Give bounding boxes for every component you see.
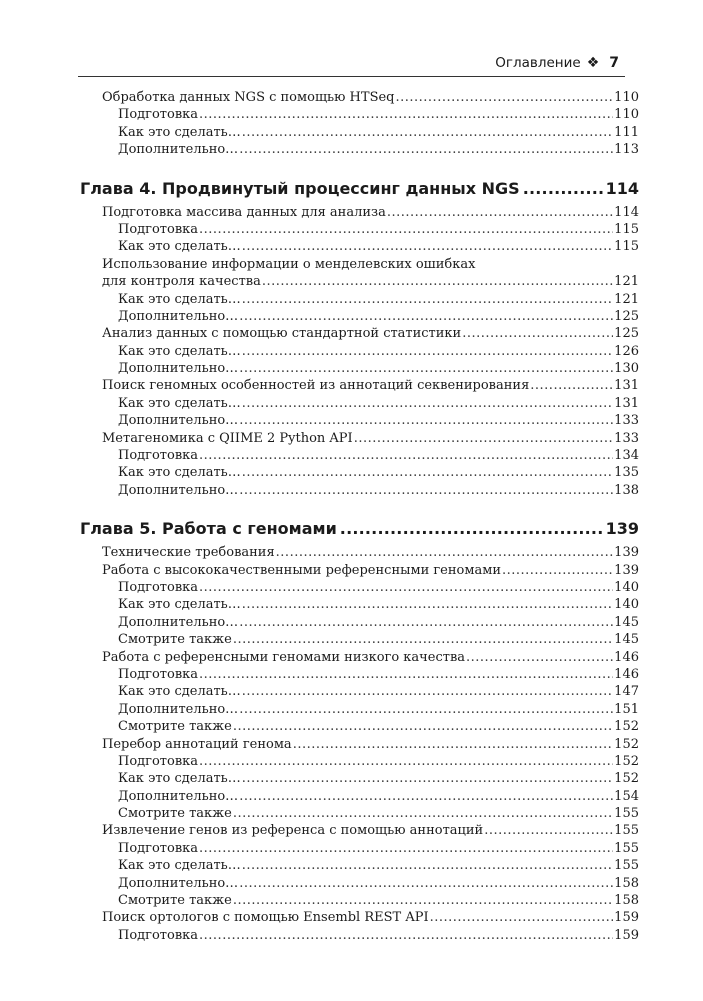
subsection-page-number: 158	[614, 875, 639, 891]
dot-leader	[293, 736, 613, 753]
section-title: Работа с референсными геномами низкого качества	[102, 649, 466, 665]
subsection-title: Как это сделать…	[118, 395, 241, 411]
toc-subsection-entry[interactable]	[80, 596, 639, 613]
toc-section-entry[interactable]	[80, 736, 639, 753]
subsection-title: Как это сделать…	[118, 239, 241, 255]
dot-leader	[239, 482, 613, 499]
toc-subsection-entry[interactable]	[80, 666, 639, 683]
subsection-page-number: 152	[614, 771, 639, 787]
subsection-title: Дополнительно…	[118, 614, 239, 630]
toc-subsection-entry[interactable]	[80, 770, 639, 787]
section-title: Анализ данных с помощью стандартной статистики	[102, 326, 462, 342]
toc-subsection-entry[interactable]	[80, 343, 639, 360]
subsection-page-number: 147	[614, 684, 639, 700]
toc-section-entry[interactable]	[80, 377, 639, 394]
toc-subsection-entry[interactable]	[80, 683, 639, 700]
section-page-number: 114	[614, 204, 639, 220]
subsection-title: Смотрите также	[118, 719, 232, 735]
subsection-title: Дополнительно…	[118, 413, 239, 429]
subsection-page-number: 151	[614, 701, 639, 717]
dot-leader	[239, 308, 613, 325]
dot-leader	[239, 614, 613, 631]
dot-leader	[242, 464, 613, 481]
subsection-title: Подготовка	[118, 840, 199, 856]
subsection-page-number: 131	[614, 395, 639, 411]
section-page-number: 152	[614, 736, 639, 752]
dot-leader	[242, 395, 613, 412]
subsection-title: Подготовка	[118, 221, 199, 237]
dot-leader	[530, 377, 613, 394]
dot-leader	[233, 892, 613, 909]
section-title: Технические требования	[102, 545, 275, 561]
subsection-title: Как это сделать…	[118, 771, 241, 787]
toc-subsection-entry[interactable]	[80, 718, 639, 735]
subsection-page-number: 155	[614, 806, 639, 822]
subsection-page-number: 146	[614, 666, 639, 682]
dot-leader	[242, 343, 613, 360]
section-page-number: 159	[614, 910, 639, 926]
subsection-page-number: 113	[614, 142, 639, 158]
dot-leader	[239, 875, 613, 892]
section-title: Поиск ортологов с помощью Ensembl REST API	[102, 910, 429, 926]
chapter-title: Глава 4. Продвинутый процессинг данных NGS	[80, 178, 520, 198]
dot-leader	[396, 89, 614, 106]
subsection-page-number: 138	[614, 482, 639, 498]
toc-subsection-entry[interactable]	[80, 701, 639, 718]
section-page-number: 121	[614, 274, 639, 290]
subsection-title: Дополнительно…	[118, 701, 239, 717]
dot-leader	[430, 909, 614, 926]
dot-leader	[199, 927, 613, 944]
subsection-page-number: 140	[614, 579, 639, 595]
section-page-number: 139	[614, 545, 639, 561]
toc-subsection-entry[interactable]	[80, 892, 639, 909]
toc-subsection-entry[interactable]	[80, 857, 639, 874]
section-title: Работа с высококачественными референсными геномами	[102, 562, 501, 578]
toc-subsection-entry[interactable]	[80, 141, 639, 158]
section-page-number: 146	[614, 649, 639, 665]
header-section-title: Оглавление	[495, 55, 581, 71]
subsection-page-number: 152	[614, 719, 639, 735]
subsection-title: Как это сделать…	[118, 597, 241, 613]
section-page-number: 139	[614, 562, 639, 578]
toc-subsection-entry[interactable]	[80, 221, 639, 238]
toc-subsection-entry[interactable]	[80, 447, 639, 464]
dot-leader	[276, 544, 614, 561]
subsection-page-number: 126	[614, 343, 639, 359]
toc-section-entry[interactable]	[80, 822, 639, 839]
subsection-title: Дополнительно…	[118, 308, 239, 324]
chapter-page-number: 114	[605, 178, 639, 198]
subsection-title: Дополнительно…	[118, 788, 239, 804]
subsection-title: Как это сделать…	[118, 465, 241, 481]
subsection-page-number: 140	[614, 597, 639, 613]
toc-subsection-entry[interactable]	[80, 291, 639, 308]
dot-leader	[354, 430, 613, 447]
toc-subsection-entry[interactable]	[80, 927, 639, 944]
dot-leader	[199, 666, 613, 683]
page-number: 7	[609, 55, 619, 71]
subsection-page-number: 152	[614, 753, 639, 769]
dot-leader	[199, 840, 613, 857]
dot-leader	[239, 412, 613, 429]
dot-leader	[387, 204, 613, 221]
section-title: для контроля качества	[102, 274, 261, 290]
dot-leader	[199, 753, 613, 770]
toc-subsection-entry[interactable]	[80, 124, 639, 141]
section-title-line1: Использование информации о менделевских ошибках	[102, 256, 476, 272]
dot-leader	[242, 291, 613, 308]
section-title: Извлечение генов из референса с помощью аннотаций	[102, 823, 484, 839]
subsection-title: Подготовка	[118, 448, 199, 464]
subsection-page-number: 134	[614, 448, 639, 464]
toc-subsection-entry[interactable]	[80, 238, 639, 255]
toc-subsection-entry[interactable]	[80, 614, 639, 631]
subsection-title: Подготовка	[118, 666, 199, 682]
toc-subsection-entry[interactable]	[80, 753, 639, 770]
subsection-title: Как это сделать…	[118, 124, 241, 140]
subsection-title: Дополнительно…	[118, 875, 239, 891]
dot-leader	[462, 325, 613, 342]
toc-section-entry[interactable]	[80, 204, 639, 221]
subsection-title: Смотрите также	[118, 632, 232, 648]
toc-section-entry[interactable]	[80, 89, 639, 106]
subsection-title: Как это сделать…	[118, 291, 241, 307]
chapter-page-number: 139	[605, 519, 639, 539]
dot-leader	[233, 718, 613, 735]
dot-leader	[242, 238, 613, 255]
toc-subsection-entry[interactable]	[80, 412, 639, 429]
toc-subsection-entry[interactable]	[80, 631, 639, 648]
dot-leader	[199, 106, 613, 123]
toc-subsection-entry[interactable]	[80, 875, 639, 892]
header-content	[495, 55, 619, 71]
subsection-page-number: 158	[614, 893, 639, 909]
subsection-title: Как это сделать…	[118, 684, 241, 700]
toc-section-entry[interactable]	[80, 562, 639, 579]
toc-subsection-entry[interactable]	[80, 840, 639, 857]
dot-leader	[262, 273, 613, 290]
toc-chapter-entry[interactable]	[80, 179, 639, 199]
section-title: Перебор аннотаций генома	[102, 736, 292, 752]
section-title: Метагеномика с QIIME 2 Python API	[102, 430, 353, 446]
dot-leader	[199, 579, 613, 596]
subsection-page-number: 145	[614, 632, 639, 648]
subsection-page-number: 155	[614, 858, 639, 874]
section-page-number: 125	[614, 326, 639, 342]
subsection-title: Смотрите также	[118, 806, 232, 822]
subsection-title: Дополнительно…	[118, 482, 239, 498]
subsection-page-number: 121	[614, 291, 639, 307]
toc-subsection-entry[interactable]	[80, 805, 639, 822]
subsection-title: Подготовка	[118, 753, 199, 769]
subsection-page-number: 130	[614, 361, 639, 377]
toc-section-entry[interactable]	[80, 273, 639, 290]
subsection-page-number: 110	[614, 107, 639, 123]
dot-leader	[239, 141, 613, 158]
subsection-page-number: 111	[614, 124, 639, 140]
dot-leader	[242, 770, 613, 787]
dot-leader	[466, 649, 613, 666]
toc-chapter-entry[interactable]	[80, 519, 639, 539]
dot-leader	[502, 562, 613, 579]
subsection-page-number: 133	[614, 413, 639, 429]
dot-leader	[233, 631, 613, 648]
dot-leader	[523, 179, 603, 198]
dot-leader	[242, 857, 613, 874]
toc-section-entry-line1[interactable]	[80, 256, 639, 273]
dot-leader	[239, 701, 613, 718]
ornament-icon: ❖	[586, 55, 600, 71]
subsection-title: Смотрите также	[118, 893, 232, 909]
subsection-title: Как это сделать…	[118, 858, 241, 874]
chapter-title: Глава 5. Работа с геномами	[80, 519, 337, 539]
subsection-page-number: 115	[614, 239, 639, 255]
toc-section-entry[interactable]	[80, 430, 639, 447]
dot-leader	[239, 360, 613, 377]
subsection-page-number: 155	[614, 840, 639, 856]
section-page-number: 131	[614, 378, 639, 394]
dot-leader	[242, 124, 613, 141]
dot-leader	[340, 519, 603, 538]
toc-subsection-entry[interactable]	[80, 464, 639, 481]
dot-leader	[242, 596, 613, 613]
subsection-title: Подготовка	[118, 579, 199, 595]
section-page-number: 155	[614, 823, 639, 839]
toc-section-entry[interactable]	[80, 649, 639, 666]
dot-leader	[199, 447, 613, 464]
subsection-title: Дополнительно…	[118, 142, 239, 158]
subsection-title: Подготовка	[118, 927, 199, 943]
toc-subsection-entry[interactable]	[80, 308, 639, 325]
subsection-page-number: 145	[614, 614, 639, 630]
toc-subsection-entry[interactable]	[80, 579, 639, 596]
toc-subsection-entry[interactable]	[80, 106, 639, 123]
toc-subsection-entry[interactable]	[80, 360, 639, 377]
toc-subsection-entry[interactable]	[80, 482, 639, 499]
toc-section-entry[interactable]	[80, 544, 639, 561]
subsection-title: Дополнительно…	[118, 361, 239, 377]
section-title: Подготовка массива данных для анализа	[102, 204, 386, 220]
subsection-page-number: 135	[614, 465, 639, 481]
table-of-contents	[80, 89, 639, 944]
section-title: Поиск геномных особенностей из аннотаций секвенирования	[102, 378, 530, 394]
subsection-page-number: 154	[614, 788, 639, 804]
subsection-page-number: 115	[614, 221, 639, 237]
section-title: Обработка данных NGS с помощью HTSeq	[102, 90, 395, 105]
toc-section-entry[interactable]	[80, 325, 639, 342]
running-header	[78, 52, 625, 77]
section-page-number: 110	[614, 90, 639, 105]
subsection-page-number: 125	[614, 308, 639, 324]
dot-leader	[239, 788, 613, 805]
dot-leader	[484, 822, 613, 839]
dot-leader	[233, 805, 613, 822]
subsection-page-number: 159	[614, 927, 639, 943]
toc-subsection-entry[interactable]	[80, 395, 639, 412]
subsection-title: Подготовка	[118, 107, 199, 123]
toc-subsection-entry[interactable]	[80, 788, 639, 805]
section-page-number: 133	[614, 430, 639, 446]
dot-leader	[242, 683, 613, 700]
subsection-title: Как это сделать…	[118, 343, 241, 359]
toc-section-entry[interactable]	[80, 909, 639, 926]
dot-leader	[199, 221, 613, 238]
